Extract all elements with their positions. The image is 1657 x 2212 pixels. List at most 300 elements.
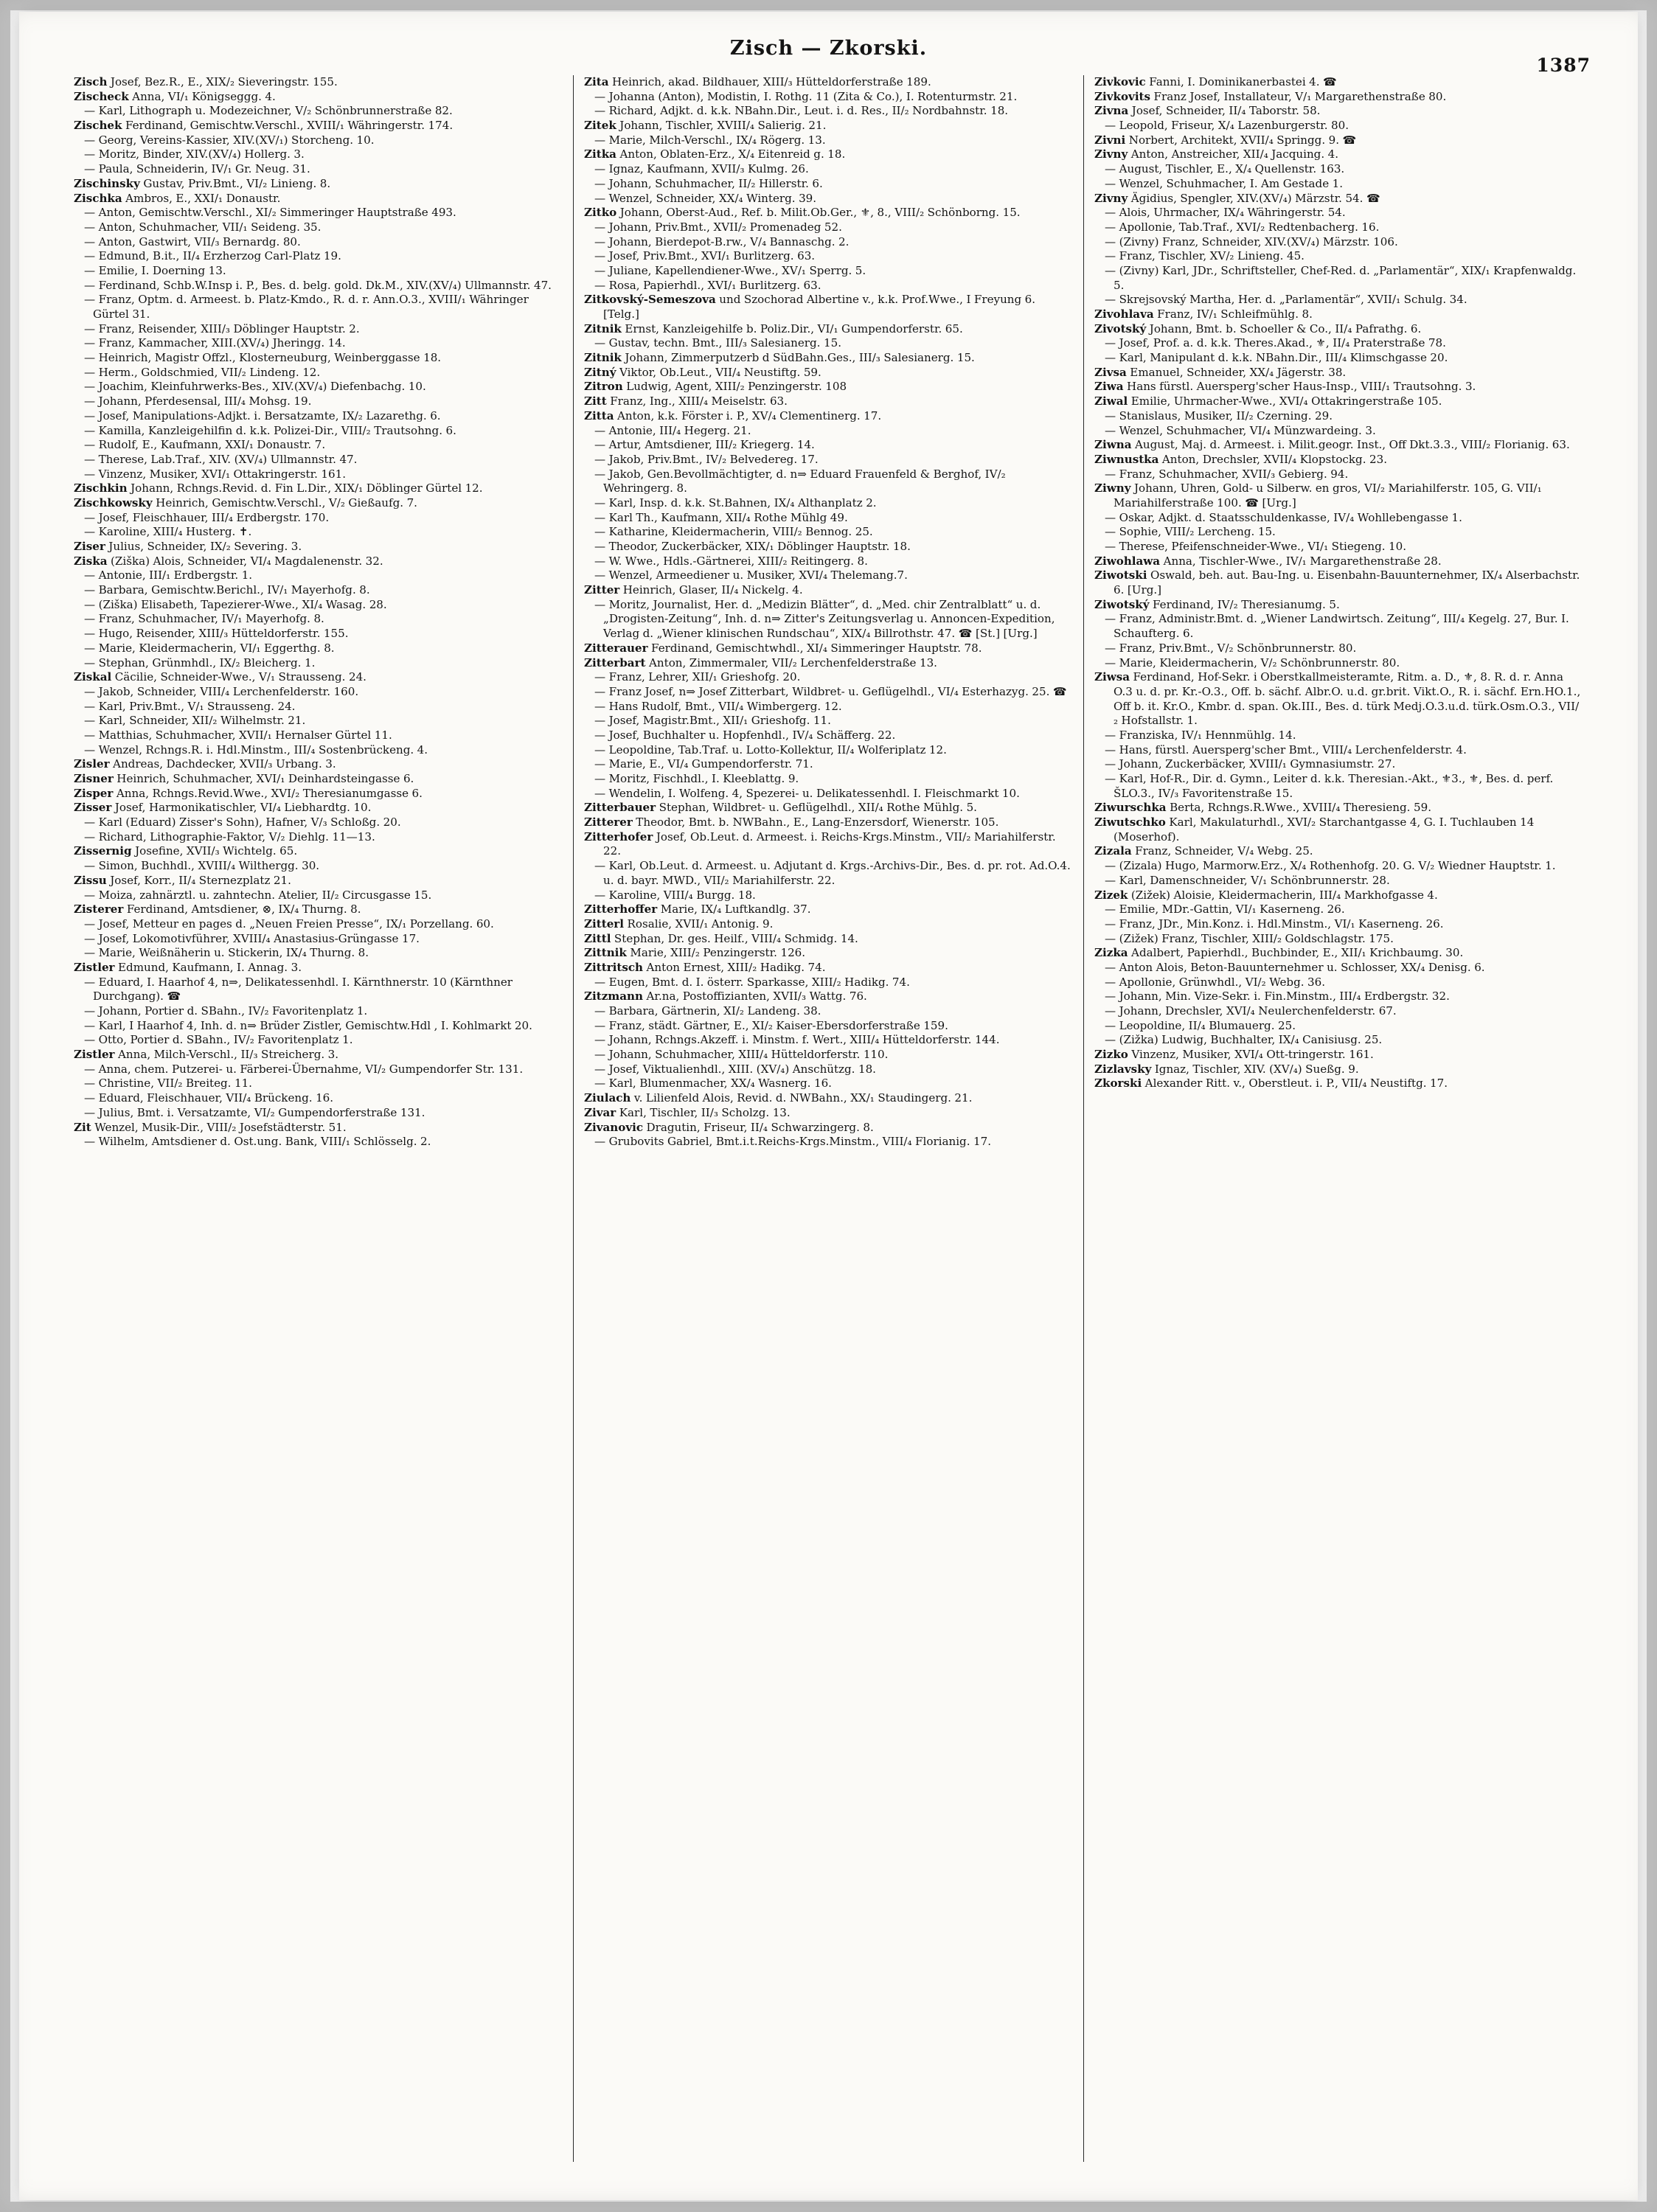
entry-details: — Jakob, Schneider, VIII/₄ Lerchenfelderstr. 160. xyxy=(84,684,359,698)
entry-details: — Wenzel, Schuhmacher, VI/₄ Münzwardeing. 3. xyxy=(1105,423,1376,437)
entry-surname: Zitterhoffer xyxy=(584,902,658,917)
directory-entry xyxy=(1094,975,1583,990)
directory-entry xyxy=(1094,612,1583,641)
directory-entry xyxy=(1094,264,1583,293)
directory-entry xyxy=(584,293,1073,321)
entry-surname: Zitzmann xyxy=(584,990,643,1004)
directory-entry xyxy=(1094,481,1583,510)
directory-entry xyxy=(74,1019,563,1034)
entry-details: Heinrich, Schuhmacher, XVI/₁ Deinhardsteingasse 6. xyxy=(113,772,414,785)
directory-entry xyxy=(584,467,1073,496)
directory-entry xyxy=(1094,366,1583,380)
directory-entry xyxy=(584,946,1073,961)
entry-details: Ludwig, Agent, XIII/₂ Penzingerstr. 108 xyxy=(622,380,847,394)
entry-details: — Marie, E., VI/₄ Gumpendorferstr. 71. xyxy=(594,757,813,771)
directory-entry xyxy=(584,554,1073,569)
entry-details: — Richard, Lithographie-Faktor, V/₂ Diehlg. 11—13. xyxy=(84,830,375,844)
entry-details: — Anton, Schuhmacher, VII/₁ Seideng. 35. xyxy=(84,220,322,234)
directory-entry xyxy=(584,147,1073,162)
entry-details: — Karl, I Haarhof 4, Inh. d. n⇒ Brüder Zistler, Gemischtw.Hdl , I. Kohlmarkt 20. xyxy=(84,1018,532,1032)
directory-entry xyxy=(1094,917,1583,932)
directory-entry xyxy=(1094,511,1583,526)
entry-details: — Wenzel, Armeediener u. Musiker, XVI/₄ Thelemang.7. xyxy=(594,568,908,582)
entry-surname: Zistler xyxy=(74,960,115,974)
entry-details: — Hans, fürstl. Auersperg'scher Bmt., VIII/₄ Lerchenfelderstr. 4. xyxy=(1105,742,1467,757)
column-3 xyxy=(1083,75,1594,2162)
entry-details: — Wenzel, Rchngs.R. i. Hdl.Minstm., III/₄ Sostenbrückeng. 4. xyxy=(84,742,428,757)
directory-entry xyxy=(1094,961,1583,975)
entry-details: Cäcilie, Schneider-Wwe., V/₁ Strausseng. 24. xyxy=(111,670,367,684)
entry-details: — Franz, Tischler, XV/₂ Linieng. 45. xyxy=(1105,249,1305,263)
entry-details: — Franz, Priv.Bmt., V/₂ Schönbrunnerstr. 80. xyxy=(1105,641,1357,655)
directory-entry xyxy=(1094,801,1583,815)
entry-surname: Ziser xyxy=(74,540,105,553)
entry-surname: Zit xyxy=(74,1120,91,1134)
entry-surname: Zisser xyxy=(74,801,112,815)
entry-details: Emilie, Uhrmacher-Wwe., XVI/₄ Ottakringerstraße 105. xyxy=(1128,394,1442,408)
entry-details: — Wendelin, I. Wolfeng. 4, Spezerei- u. Delikatessenhdl. I. Fleischmarkt 10. xyxy=(594,786,1020,800)
directory-entry xyxy=(74,568,563,583)
directory-entry xyxy=(74,177,563,192)
page-header xyxy=(63,37,1594,75)
entry-details: Karl, Tischler, II/₃ Scholzg. 13. xyxy=(616,1105,791,1119)
entry-details: — Marie, Weißnäherin u. Stickerin, IX/₄ Thurng. 8. xyxy=(84,946,369,960)
entry-surname: Ziwna xyxy=(1094,438,1132,452)
entry-details: August, Maj. d. Armeest. i. Milit.geogr. Inst., Off Dkt.3.3., VIII/₂ Florianig. 63. xyxy=(1131,438,1570,452)
entry-details: Anton, Drechsler, XVII/₄ Klopstockg. 23. xyxy=(1158,452,1387,466)
entry-details: — Josef, Metteur en pages d. „Neuen Freien Presse“, IX/₁ Porzellang. 60. xyxy=(84,917,494,931)
entry-details: Anna, Milch-Verschl., II/₃ Streicherg. 3. xyxy=(114,1048,339,1062)
directory-entry xyxy=(74,656,563,671)
entry-details: — Apollonie, Tab.Traf., XVI/₂ Redtenbacherg. 16. xyxy=(1105,220,1380,234)
entry-details: — Hans Rudolf, Bmt., VII/₄ Wimbergerg. 12. xyxy=(594,699,842,713)
directory-entry xyxy=(584,815,1073,830)
directory-entry xyxy=(1094,670,1583,728)
entry-surname: Zivotský xyxy=(1094,321,1147,335)
directory-entry xyxy=(74,438,563,453)
directory-entry xyxy=(74,264,563,279)
directory-entry xyxy=(74,975,563,1004)
directory-entry xyxy=(584,728,1073,743)
directory-entry xyxy=(74,147,563,162)
directory-entry xyxy=(1094,249,1583,264)
entry-details: — Vinzenz, Musiker, XVI/₁ Ottakringerstr. 161. xyxy=(84,467,347,481)
directory-entry xyxy=(1094,743,1583,758)
directory-entry xyxy=(74,481,563,496)
entry-surname: Zivanovic xyxy=(584,1120,644,1134)
directory-entry xyxy=(74,133,563,148)
entry-surname: Zizek xyxy=(1094,888,1128,902)
entry-details: — Franz, Optm. d. Armeest. b. Platz-Kmdo., R. d. r. Ann.O.3., XVIII/₁ Währinger Gürtel 31. xyxy=(84,293,529,321)
directory-entry xyxy=(1094,1048,1583,1062)
directory-entry xyxy=(584,540,1073,554)
directory-entry xyxy=(74,685,563,700)
entry-details: — Anton, Gemischtw.Verschl., XI/₂ Simmeringer Hauptstraße 493. xyxy=(84,206,456,220)
entry-details: — Julius, Bmt. i. Versatzamte, VI/₂ Gumpendorferstraße 131. xyxy=(84,1105,425,1119)
entry-details: — Therese, Lab.Traf., XIV. (XV/₄) Ullmannstr. 47. xyxy=(84,452,358,466)
directory-entry xyxy=(74,583,563,598)
directory-entry xyxy=(1094,220,1583,235)
entry-details: — Franz, Administr.Bmt. d. „Wiener Landwirtsch. Zeitung“, III/₄ Kegelg. 27, Bur. I. Schaufterg. 6. xyxy=(1105,612,1569,641)
entry-surname: Ziwnustka xyxy=(1094,452,1159,466)
directory-entry xyxy=(74,293,563,321)
entry-details: — Marie, Kleidermacherin, V/₂ Schönbrunnerstr. 80. xyxy=(1105,655,1400,669)
directory-entry xyxy=(74,554,563,569)
entry-details: — Karl, Manipulant d. k.k. NBahn.Dir., III/₄ Klimschgasse 20. xyxy=(1105,351,1448,365)
directory-entry xyxy=(74,961,563,975)
directory-entry xyxy=(584,830,1073,859)
page-content xyxy=(63,37,1594,2181)
directory-entry xyxy=(1094,728,1583,743)
entry-surname: Zizlavsky xyxy=(1094,1062,1152,1076)
directory-entry xyxy=(74,192,563,206)
entry-details: — Antonie, III/₁ Erdbergstr. 1. xyxy=(84,568,253,582)
directory-entry xyxy=(74,815,563,830)
entry-details: — Eduard, I. Haarhof 4, n⇒, Delikatessenhdl. I. Kärnthnerstr. 10 (Kärnthner Durchgang). ☎ xyxy=(84,975,513,1004)
entry-surname: Ziwotski xyxy=(1094,568,1147,582)
entry-surname: Zitek xyxy=(584,119,616,133)
entry-details: — Emilie, I. Doerning 13. xyxy=(84,263,226,277)
directory-entry xyxy=(1094,540,1583,554)
entry-surname: Zischkin xyxy=(74,481,128,495)
directory-entry xyxy=(1094,177,1583,192)
entry-details: — Oskar, Adjkt. d. Staatsschuldenkasse, IV/₄ Wohllebengasse 1. xyxy=(1105,510,1462,524)
entry-details: Josefine, XVII/₃ Wichtelg. 65. xyxy=(131,844,298,858)
directory-entry xyxy=(584,496,1073,511)
directory-entry xyxy=(1094,394,1583,409)
entry-details: Josef, Ob.Leut. d. Armeest. i. Reichs-Krgs.Minstm., VII/₂ Mariahilferstr. 22. xyxy=(603,830,1056,858)
entry-details: Karl, Makulaturhdl., XVI/₂ Starchantgasse 4, G. I. Tuchlauben 14 (Moserhof). xyxy=(1114,815,1535,844)
directory-entry xyxy=(584,772,1073,787)
directory-entry xyxy=(584,598,1073,641)
directory-entry xyxy=(74,1106,563,1121)
entry-surname: Zittl xyxy=(584,931,611,945)
directory-entry xyxy=(584,380,1073,394)
entry-surname: Zittnik xyxy=(584,946,627,960)
directory-entry xyxy=(1094,874,1583,888)
directory-entry xyxy=(1094,554,1583,569)
entry-details: — Wilhelm, Amtsdiener d. Ost.ung. Bank, VIII/₁ Schlösselg. 2. xyxy=(84,1135,431,1149)
directory-entry xyxy=(1094,162,1583,177)
entry-surname: Zitterhofer xyxy=(584,830,653,844)
entry-details: Johann, Rchngs.Revid. d. Fin L.Dir., XIX/₁ Döblinger Gürtel 12. xyxy=(127,481,483,495)
entry-details: — Jakob, Gen.Bevollmächtigter, d. n⇒ Eduard Frauenfeld & Berghof, IV/₂ Wehringerg. 8. xyxy=(594,467,1006,495)
entry-surname: Zitt xyxy=(584,394,607,408)
entry-details: — (Zižka) Ludwig, Buchhalter, IX/₄ Canisiusg. 25. xyxy=(1105,1033,1383,1047)
entry-details: Josef, Korr., II/₄ Sternezplatz 21. xyxy=(106,873,291,887)
entry-details: — Karl, Priv.Bmt., V/₁ Strausseng. 24. xyxy=(84,699,296,713)
directory-entry xyxy=(584,932,1073,947)
entry-details: — Ferdinand, Schb.W.Insp i. P., Bes. d. belg. gold. Dk.M., XIV.(XV/₄) Ullmannstr. 47. xyxy=(84,278,552,292)
entry-details: — Leopoldine, II/₄ Blumauerg. 25. xyxy=(1105,1018,1296,1032)
directory-entry xyxy=(1094,206,1583,220)
directory-entry xyxy=(584,336,1073,351)
directory-entry xyxy=(74,700,563,714)
directory-entry xyxy=(74,757,563,772)
entry-details: — Eugen, Bmt. d. I. österr. Sparkasse, XIII/₂ Hadikg. 74. xyxy=(594,975,910,989)
entry-details: Johann, Uhren, Gold- u Silberw. en gros, VI/₂ Mariahilferstr. 105, G. VII/₁ Mariahilferstraße 100. ☎ [Urg.] xyxy=(1114,481,1542,509)
entry-surname: Zitter xyxy=(584,583,620,597)
directory-entry xyxy=(584,1077,1073,1091)
entry-surname: Zitko xyxy=(584,206,617,220)
entry-surname: Zitterbauer xyxy=(584,801,656,815)
entry-surname: Zischeck xyxy=(74,89,129,103)
entry-details: — Johann, Priv.Bmt., XVII/₂ Promenadeg 52. xyxy=(594,220,842,234)
entry-details: Stephan, Wildbret- u. Geflügelhdl., XII/₄ Rothe Mühlg. 5. xyxy=(656,801,977,815)
directory-entry xyxy=(584,424,1073,439)
directory-entry xyxy=(1094,351,1583,366)
entry-details: — Leopold, Friseur, X/₄ Lazenburgerstr. 80. xyxy=(1105,119,1349,133)
entry-surname: Zizko xyxy=(1094,1048,1128,1062)
directory-entry xyxy=(584,1004,1073,1019)
entry-details: Marie, XIII/₂ Penzingerstr. 126. xyxy=(626,946,806,960)
entry-details: Anton Ernest, XIII/₂ Hadikg. 74. xyxy=(643,960,826,974)
directory-entry xyxy=(1094,438,1583,453)
directory-entry xyxy=(584,322,1073,337)
directory-entry xyxy=(584,162,1073,177)
entry-details: — Franz, städt. Gärtner, E., XI/₂ Kaiser-Ebersdorferstraße 159. xyxy=(594,1018,948,1032)
directory-entry xyxy=(74,380,563,394)
entry-details: — Franziska, IV/₁ Hennmühlg. 14. xyxy=(1105,728,1296,742)
entry-details: Franz Josef, Installateur, V/₁ Margarethenstraße 80. xyxy=(1150,89,1447,103)
directory-entry xyxy=(584,206,1073,220)
entry-details: Adalbert, Papierhdl., Buchbinder, E., XII/₁ Krichbaumg. 30. xyxy=(1128,946,1464,960)
entry-details: — Karl (Eduard) Zisser's Sohn), Hafner, V/₃ Schloßg. 20. xyxy=(84,815,401,830)
entry-details: — Heinrich, Magistr Offzl., Klosterneuburg, Weinberggasse 18. xyxy=(84,351,442,365)
entry-details: — Karoline, XIII/₄ Husterg. ✝. xyxy=(84,525,252,539)
entry-details: — Artur, Amtsdiener, III/₂ Kriegerg. 14. xyxy=(594,438,815,452)
entry-details: — Sophie, VIII/₂ Lercheng. 15. xyxy=(1105,525,1276,539)
entry-details: — Matthias, Schuhmacher, XVII/₁ Hernalser Gürtel 11. xyxy=(84,728,392,742)
entry-surname: Zitkovský-Semeszova xyxy=(584,293,716,307)
directory-entry xyxy=(74,525,563,540)
entry-surname: Zizala xyxy=(1094,844,1132,858)
entry-details: — Leopoldine, Tab.Traf. u. Lotto-Kollektur, II/₄ Wolferiplatz 12. xyxy=(594,742,947,757)
entry-details: Ignaz, Tischler, XIV. (XV/₄) Sueßg. 9. xyxy=(1151,1062,1359,1076)
entry-details: Vinzenz, Musiker, XVI/₄ Ott-tringerstr. 161. xyxy=(1128,1048,1374,1062)
entry-details: — Wenzel, Schneider, XX/₄ Winterg. 39. xyxy=(594,191,817,205)
entry-details: Josef, Schneider, II/₄ Taborstr. 58. xyxy=(1128,104,1321,118)
entry-surname: Zischinsky xyxy=(74,176,140,190)
directory-entry xyxy=(584,409,1073,424)
entry-surname: Zkorski xyxy=(1094,1077,1142,1091)
entry-details: — Franz, Schuhmacher, IV/₁ Mayerhofg. 8. xyxy=(84,612,324,626)
directory-entry xyxy=(1094,90,1583,105)
entry-surname: Zitta xyxy=(584,408,614,422)
directory-entry xyxy=(74,235,563,250)
entry-details: Johann, Oberst-Aud., Ref. b. Milit.Ob.Ger., ⚜, 8., VIII/₂ Schönborng. 15. xyxy=(616,206,1021,220)
entry-details: Heinrich, Glaser, II/₄ Nickelg. 4. xyxy=(619,583,803,597)
directory-entry xyxy=(1094,307,1583,322)
directory-entry xyxy=(584,235,1073,250)
entry-details: — Stephan, Grünmhdl., IX/₂ Bleicherg. 1. xyxy=(84,655,316,669)
entry-details: Gustav, Priv.Bmt., VI/₂ Linieng. 8. xyxy=(139,176,331,190)
entry-details: — Josef, Manipulations-Adjkt. i. Bersatzamte, IX/₂ Lazarethg. 6. xyxy=(84,408,441,422)
directory-entry xyxy=(74,743,563,758)
entry-details: — Franz, Reisender, XIII/₃ Döblinger Hauptstr. 2. xyxy=(84,321,360,335)
entry-details: Johann, Zimmerputzerb d SüdBahn.Ges., III/₃ Salesianerg. 15. xyxy=(621,351,975,365)
directory-entry xyxy=(1094,888,1583,903)
directory-entry xyxy=(74,409,563,424)
directory-entry xyxy=(1094,1033,1583,1048)
directory-entry xyxy=(584,757,1073,772)
entry-details: — Franz Josef, n⇒ Josef Zitterbart, Wildbret- u. Geflügelhdl., VI/₄ Esterhazyg. 25. ☎ xyxy=(594,684,1067,698)
directory-entry xyxy=(584,133,1073,148)
entry-details: — Skrejsovský Martha, Her. d. „Parlamentär“, XVII/₁ Schulg. 34. xyxy=(1105,293,1467,307)
entry-details: — (Zivny) Franz, Schneider, XIV.(XV/₄) Märzstr. 106. xyxy=(1105,234,1398,248)
directory-entry xyxy=(584,917,1073,932)
directory-entry xyxy=(584,670,1073,685)
entry-details: Oswald, beh. aut. Bau-Ing. u. Eisenbahn-Bauunternehmer, IX/₄ Alserbachstr. 6. [Urg.] xyxy=(1114,568,1580,597)
directory-entry xyxy=(584,394,1073,409)
entry-details: Franz, Schneider, V/₄ Webg. 25. xyxy=(1131,844,1313,858)
directory-entry xyxy=(584,1019,1073,1034)
entry-details: — Paula, Schneiderin, IV/₁ Gr. Neug. 31. xyxy=(84,162,310,176)
directory-entry xyxy=(584,279,1073,293)
directory-entry xyxy=(584,511,1073,526)
entry-details: — Grubovits Gabriel, Bmt.i.t.Reichs-Krgs.Minstm., VIII/₄ Florianig. 17. xyxy=(594,1135,991,1149)
directory-entry xyxy=(584,220,1073,235)
directory-entry xyxy=(584,641,1073,656)
entry-surname: Ziwotský xyxy=(1094,597,1150,611)
directory-entry xyxy=(74,424,563,439)
entry-surname: Zischkowsky xyxy=(74,495,153,509)
entry-details: Anton, Zimmermaler, VII/₂ Lerchenfelderstraße 13. xyxy=(645,655,937,669)
directory-entry xyxy=(1094,844,1583,859)
column-2 xyxy=(573,75,1083,2162)
entry-details: — W. Wwe., Hdls.-Gärtnerei, XIII/₂ Reitingerg. 8. xyxy=(594,554,868,568)
entry-details: Johann, Tischler, XVIII/₄ Salierig. 21. xyxy=(616,119,827,133)
entry-details: — Edmund, B.it., II/₄ Erzherzog Carl-Platz 19. xyxy=(84,249,341,263)
entry-details: Anna, Rchngs.Revid.Wwe., XVI/₂ Theresianumgasse 6. xyxy=(113,786,423,800)
directory-entry xyxy=(74,366,563,380)
entry-details: Andreas, Dachdecker, XVII/₃ Urbang. 3. xyxy=(109,757,336,771)
entry-surname: Ziwohlawa xyxy=(1094,554,1161,568)
entry-details: Viktor, Ob.Leut., VII/₄ Neustiftg. 59. xyxy=(616,365,821,379)
entry-details: — Karl Th., Kaufmann, XII/₄ Rothe Mühlg 49. xyxy=(594,510,848,524)
directory-entry xyxy=(584,1033,1073,1048)
entry-details: — Josef, Viktualienhdl., XIII. (XV/₄) Anschützg. 18. xyxy=(594,1062,876,1076)
directory-entry xyxy=(74,830,563,845)
directory-entry xyxy=(584,685,1073,700)
entry-details: Ferdinand, IV/₂ Theresianumg. 5. xyxy=(1149,597,1340,611)
entry-surname: Zisper xyxy=(74,786,114,800)
entry-surname: Zitterl xyxy=(584,917,624,931)
directory-entry xyxy=(74,206,563,220)
entry-details: Anna, Tischler-Wwe., IV/₁ Margarethenstraße 28. xyxy=(1160,554,1442,568)
entry-details: Rosalie, XVII/₁ Antonig. 9. xyxy=(624,917,774,931)
directory-entry xyxy=(74,75,563,90)
directory-entry xyxy=(74,1091,563,1106)
directory-entry xyxy=(74,888,563,903)
directory-entry xyxy=(1094,192,1583,206)
entry-details: Anton, Oblaten-Erz., X/₄ Eitenreid g. 18. xyxy=(616,147,846,161)
entry-surname: Zivna xyxy=(1094,104,1129,118)
directory-entry xyxy=(1094,336,1583,351)
entry-details: Hans fürstl. Auersperg'scher Haus-Insp., VIII/₁ Trautsohng. 3. xyxy=(1123,380,1476,394)
entry-details: — Gustav, techn. Bmt., III/₃ Salesianerg. 15. xyxy=(594,336,841,350)
directory-entry xyxy=(1094,424,1583,439)
entry-details: (Ziška) Alois, Schneider, VI/₄ Magdalenenstr. 32. xyxy=(107,554,383,568)
directory-entry xyxy=(584,990,1073,1004)
entry-surname: Zitnik xyxy=(584,351,622,365)
directory-entry xyxy=(74,351,563,366)
directory-entry xyxy=(74,844,563,859)
column-1 xyxy=(63,75,573,2162)
entry-surname: Zischka xyxy=(74,191,122,205)
directory-entry xyxy=(74,598,563,613)
entry-details: — (Zivny) Karl, JDr., Schriftsteller, Chef-Red. d. „Parlamentär“, XIX/₁ Krapfenwaldg. 5. xyxy=(1105,263,1577,292)
entry-details: Franz, IV/₁ Schleifmühlg. 8. xyxy=(1153,307,1313,321)
directory-entry xyxy=(74,1077,563,1091)
directory-entry xyxy=(74,772,563,787)
directory-entry xyxy=(1094,598,1583,613)
entry-surname: Ziwutschko xyxy=(1094,815,1166,830)
directory-entry xyxy=(1094,104,1583,119)
entry-details: Heinrich, akad. Bildhauer, XIII/₃ Hütteldorferstraße 189. xyxy=(608,75,931,88)
entry-surname: Zitnik xyxy=(584,321,622,335)
directory-entry xyxy=(1094,119,1583,133)
directory-entry xyxy=(1094,656,1583,671)
entry-surname: Zitron xyxy=(584,380,623,394)
entry-details: Alexander Ritt. v., Oberstleut. i. P., VII/₄ Neustiftg. 17. xyxy=(1142,1077,1448,1091)
entry-surname: Zita xyxy=(584,75,609,88)
entry-details: — Anton, Gastwirt, VII/₃ Bernardg. 80. xyxy=(84,234,301,248)
directory-entry xyxy=(74,104,563,119)
entry-details: — Moritz, Journalist, Her. d. „Medizin Blätter“, d. „Med. chir Zentralblatt“ u. d. „Drogisten-Zeitung“, Inh. d. n⇒ Zitter's Zeitungsverlag u. Annoncen-Expedition, Verlag d. „Wiener klinischen Rundschau“, XIX/₄ Billrothstr. 47. ☎ [St.] [Urg.] xyxy=(594,597,1055,641)
directory-entry xyxy=(1094,525,1583,540)
directory-entry xyxy=(1094,235,1583,250)
entry-details: Dragutin, Friseur, II/₄ Schwarzingerg. 8. xyxy=(643,1120,874,1134)
entry-details: — Karl, Damenschneider, V/₁ Schönbrunnerstr. 28. xyxy=(1105,873,1390,887)
directory-entry xyxy=(584,700,1073,714)
directory-entry xyxy=(74,946,563,961)
entry-details: — Karl, Blumenmacher, XX/₄ Wasnerg. 16. xyxy=(594,1077,832,1091)
directory-entry xyxy=(1094,453,1583,467)
entry-surname: Zissernig xyxy=(74,844,132,858)
entry-details: — Therese, Pfeifenschneider-Wwe., VI/₁ Stiegeng. 10. xyxy=(1105,540,1407,553)
entry-details: — Franz, Schuhmacher, XVII/₃ Gebierg. 94. xyxy=(1105,467,1349,481)
entry-details: Ernst, Kanzleigehilfe b. Poliz.Dir., VI/₁ Gumpendorferstr. 65. xyxy=(621,321,963,335)
entry-details: Ägidius, Spengler, XIV.(XV/₄) Märzstr. 54. ☎ xyxy=(1128,191,1380,205)
entry-surname: Ziska xyxy=(74,554,108,568)
entry-details: — Antonie, III/₄ Hegerg. 21. xyxy=(594,423,751,437)
directory-entry xyxy=(1094,322,1583,337)
directory-entry xyxy=(584,453,1073,467)
directory-entry xyxy=(74,1062,563,1077)
entry-details: Julius, Schneider, IX/₂ Severing. 3. xyxy=(105,540,302,553)
entry-details: — Katharine, Kleidermacherin, VIII/₂ Bennog. 25. xyxy=(594,525,873,539)
directory-entry xyxy=(584,1135,1073,1150)
directory-entry xyxy=(74,1004,563,1019)
directory-entry xyxy=(74,511,563,526)
entry-details: — Johann, Schuhmacher, II/₂ Hillerstr. 6. xyxy=(594,176,823,190)
directory-entry xyxy=(74,627,563,641)
entry-surname: Zivkovic xyxy=(1094,75,1146,88)
directory-entry xyxy=(584,859,1073,888)
directory-entry xyxy=(584,1062,1073,1077)
directory-entry xyxy=(74,859,563,874)
directory-entry xyxy=(1094,946,1583,961)
directory-entry xyxy=(74,728,563,743)
directory-entry xyxy=(1094,757,1583,772)
directory-entry xyxy=(1094,409,1583,424)
entry-surname: Zischek xyxy=(74,119,122,133)
directory-entry xyxy=(584,119,1073,133)
entry-details: — Johann, Drechsler, XVI/₄ Neulerchenfelderstr. 67. xyxy=(1105,1004,1397,1018)
directory-entry xyxy=(1094,990,1583,1004)
entry-details: — Anton Alois, Beton-Bauunternehmer u. Schlosser, XX/₄ Denisg. 6. xyxy=(1105,960,1485,974)
